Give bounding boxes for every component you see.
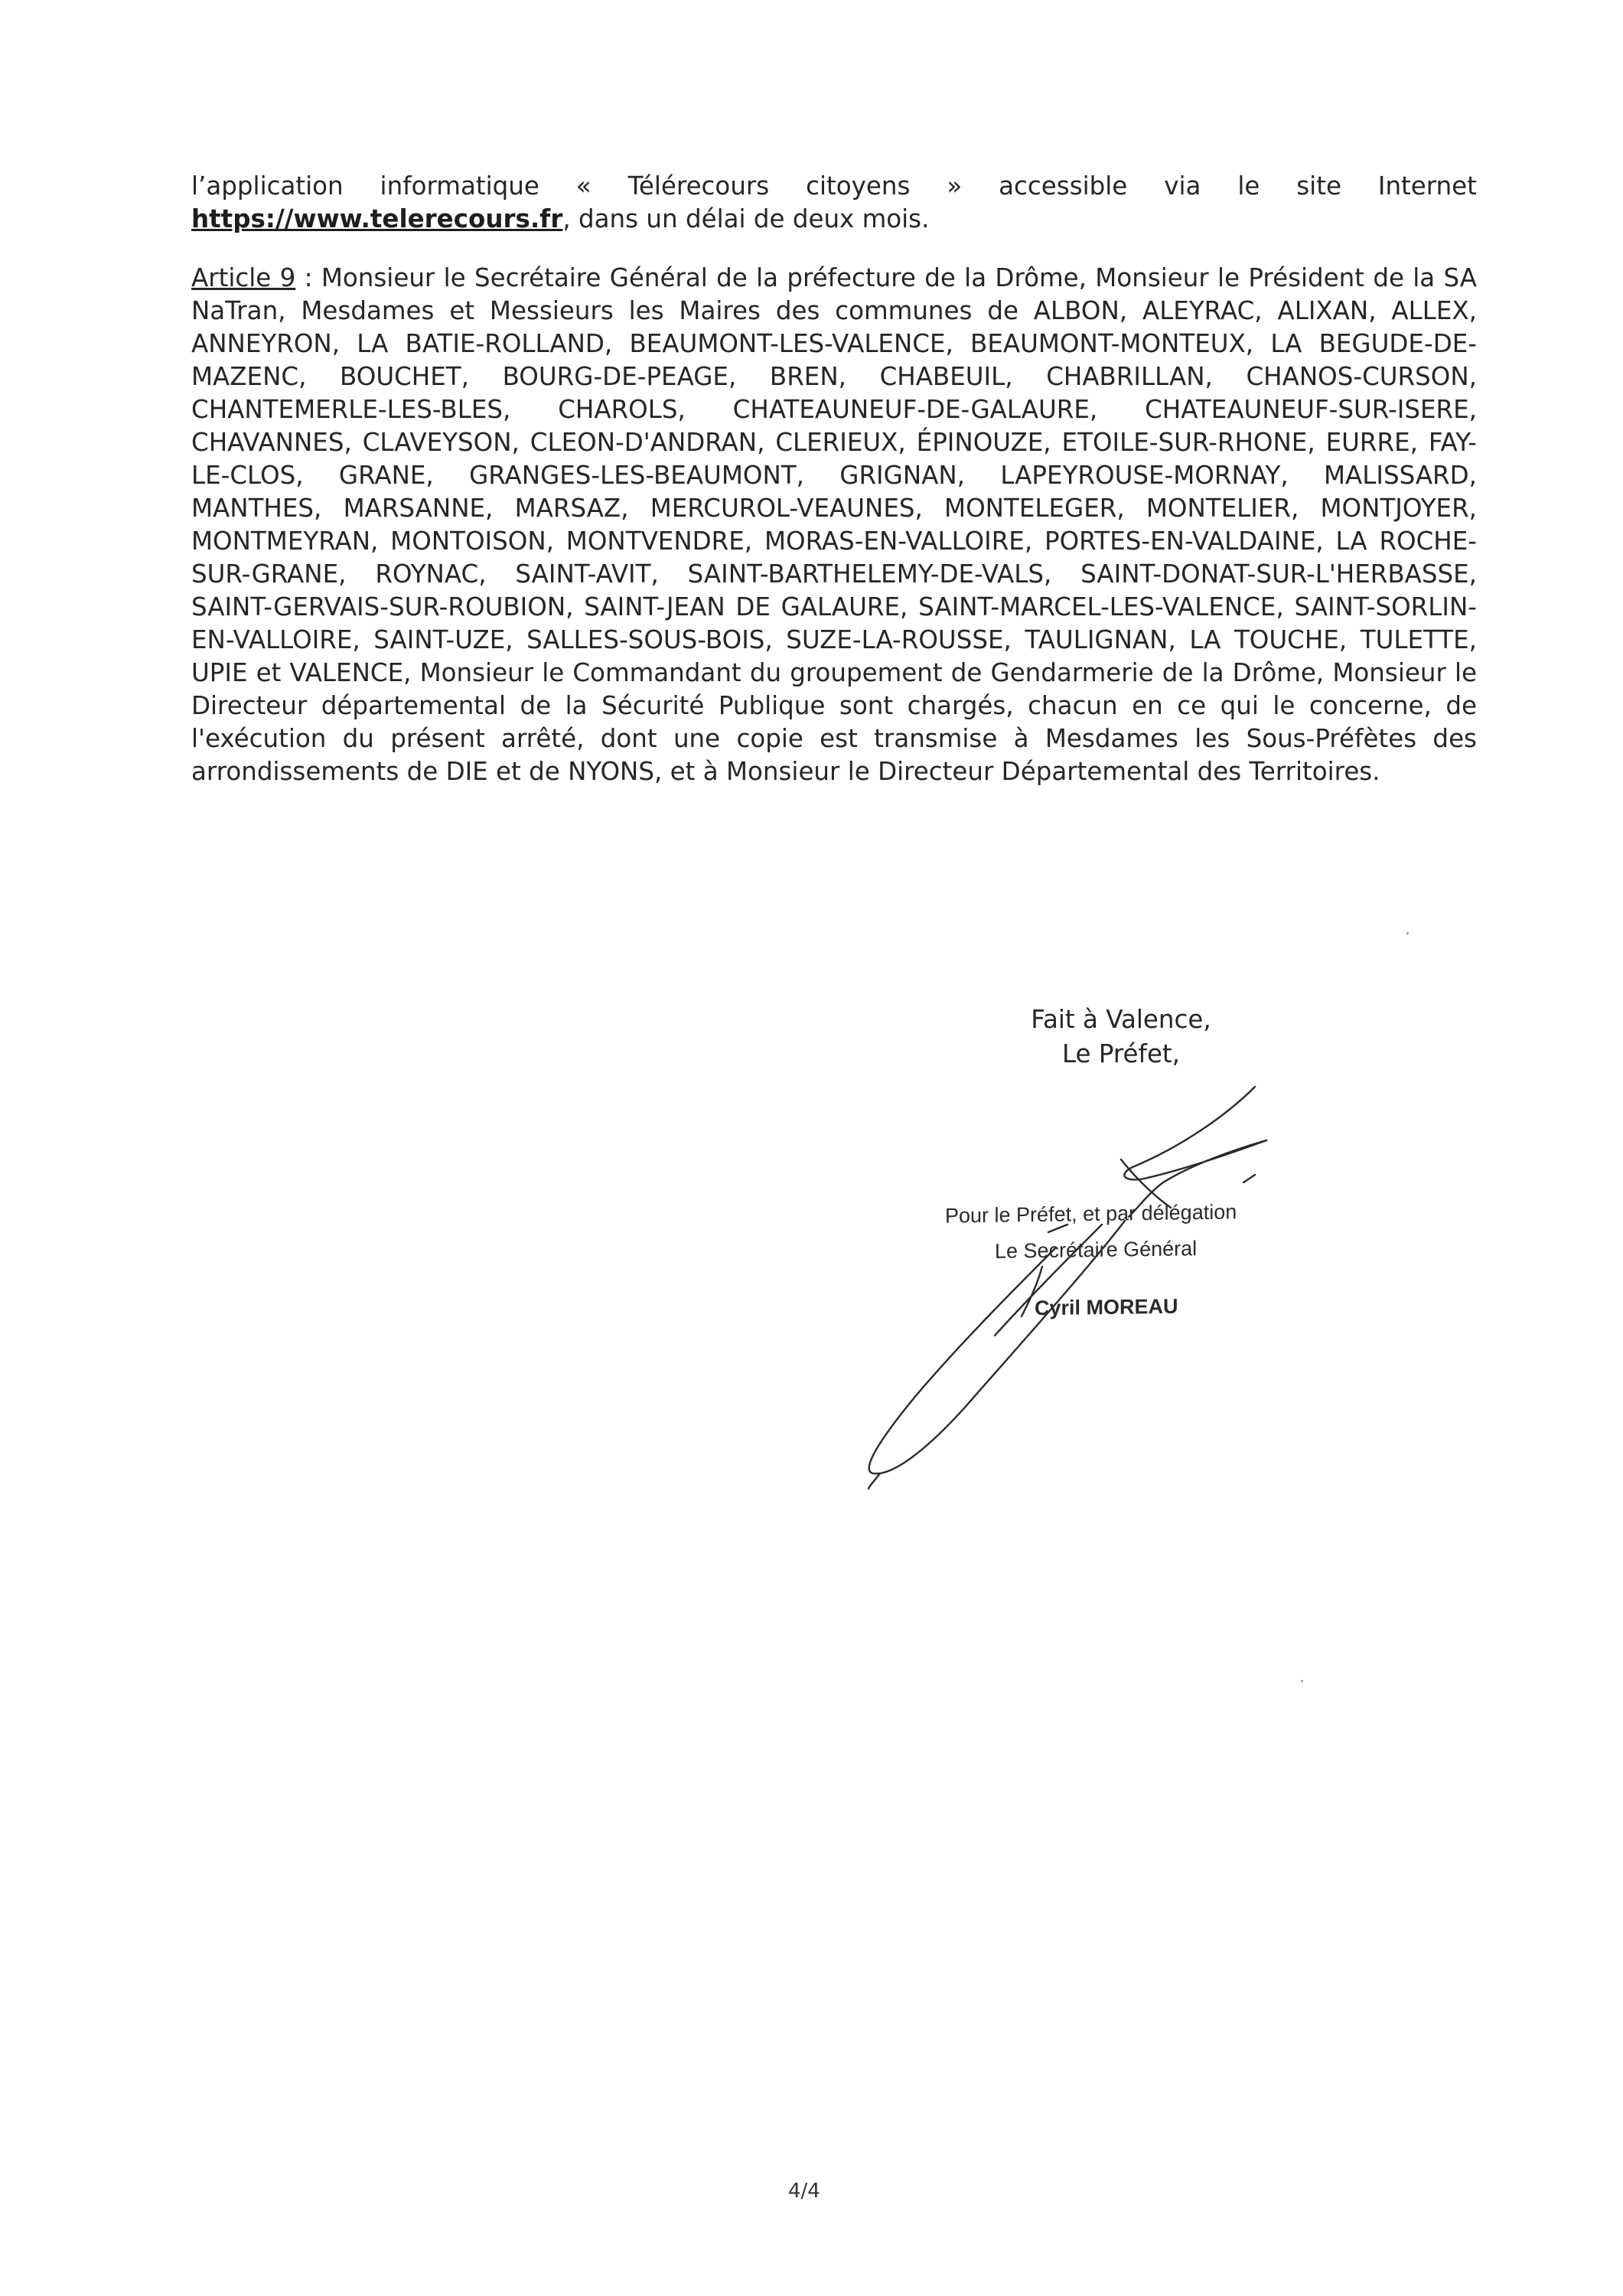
signature-stroke bbox=[1124, 1087, 1266, 1179]
article-9-label: Article 9 bbox=[191, 263, 296, 292]
intro-word: accessible bbox=[999, 171, 1128, 201]
telerecours-link[interactable]: https://www.telerecours.fr bbox=[191, 204, 563, 233]
intro-word: informatique bbox=[380, 171, 539, 201]
intro-paragraph bbox=[191, 170, 1477, 236]
intro-word: « Télérecours bbox=[575, 171, 770, 201]
signature-stroke bbox=[869, 1473, 880, 1489]
scan-speck bbox=[1301, 1680, 1303, 1682]
closing-role: Le Préfet, bbox=[1061, 1039, 1181, 1068]
page-number: 4/4 bbox=[788, 2180, 820, 2203]
intro-word: via bbox=[1164, 171, 1201, 201]
intro-tail: , dans un délai de deux mois. bbox=[562, 204, 930, 233]
stamp-title-line: Le Secrétaire Général bbox=[995, 1237, 1198, 1263]
stamp-signatory-name: Cyril MOREAU bbox=[1035, 1294, 1178, 1320]
signature-stroke bbox=[1243, 1175, 1255, 1182]
intro-word: l’application bbox=[191, 171, 344, 201]
article-9-text: : Monsieur le Secrétaire Général de la préfecture de la Drôme, Monsieur le Président de la SA NaTran, Mesdames et Messieurs les Maires des communes de ALBON, ALEYRAC, ALIXAN, ALLEX, ANNEYRON, LA BATIE-ROLLAND, BEAUMONT-LES-VALENCE, BEAUMONT-MONTEUX, LA BEGUDE-DE-MAZENC, BOUCHET, BOURG-DE-PEAGE, BREN, CHABEUIL, CHABRILLAN, CHANOS-CURSON, CHANTEMERLE-LES-BLES, CHAROLS, CHATEAUNEUF-DE-GALAURE, CHATEAUNEUF-SUR-ISERE, CHAVANNES, CLAVEYSON, CLEON-D'ANDRAN, CLERIEUX, ÉPINOUZE, ETOILE-SUR-RHONE, EURRE, FAY-LE-CLOS, GRANE, GRANGES-LES-BEAUMONT, GRIGNAN, LAPEYROUSE-MORNAY, MALISSARD, MANTHES, MARSANNE, MARSAZ, MERCUROL-VEAUNES, MONTELEGER, MONTELIER, MONTJOYER, MONTMEYRAN, MONTOISON, MONTVENDRE, MORAS-EN-VALLOIRE, PORTES-EN-VALDAINE, LA ROCHE-SUR-GRANE, ROYNAC, SAINT-AVIT, SAINT-BARTHELEMY-DE-VALS, SAINT-DONAT-SUR-L'HERBASSE, SAINT-GERVAIS-SUR-ROUBION, SAINT-JEAN DE GALAURE, SAINT-MARCEL-LES-VALENCE, SAINT-SORLIN-EN-VALLOIRE, SAINT-UZE, SALLES-SOUS-BOIS, SUZE-LA-ROUSSE, TAULIGNAN, LA TOUCHE, TULETTE, UPIE et VALENCE, Monsieur le Commandant du groupement de Gendarmerie de la Drôme, Monsieur le Directeur départemental de la Sécurité Publique sont chargés, chacun en ce qui le concerne, de l'exécution du présent arrêté, dont une copie est transmise à Mesdames les Sous-Préfètes des arrondissements de DIE et de NYONS, et à Monsieur le Directeur Départemental des Territoires. bbox=[191, 263, 1477, 786]
stamp-delegation-line: Pour le Préfet, et par délégation bbox=[945, 1200, 1237, 1228]
intro-word: le bbox=[1237, 171, 1260, 201]
intro-word: Internet bbox=[1377, 171, 1477, 201]
article-9-paragraph bbox=[191, 262, 1477, 788]
closing-place: Fait à Valence, bbox=[1031, 1005, 1211, 1034]
scan-speck bbox=[1406, 932, 1409, 934]
intro-word: site bbox=[1296, 171, 1341, 201]
intro-word: citoyens » bbox=[806, 171, 963, 201]
